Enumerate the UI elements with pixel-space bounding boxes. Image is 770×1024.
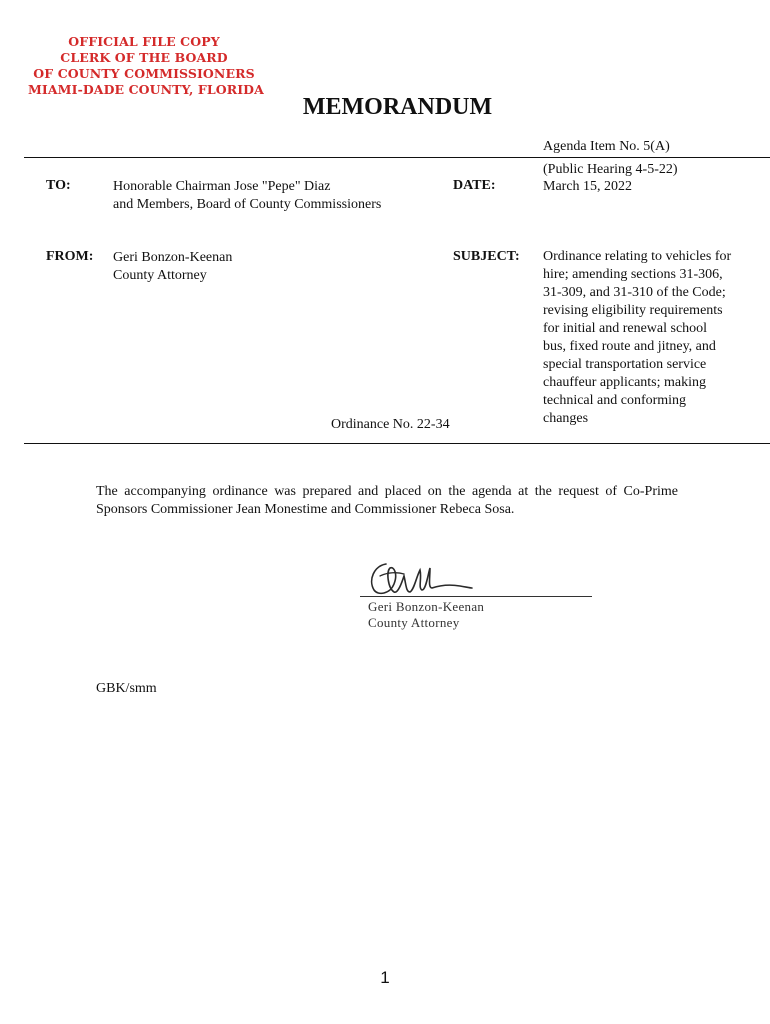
subject-label: SUBJECT: [453, 249, 520, 264]
agenda-item-number: Agenda Item No. 5(A) [543, 139, 670, 154]
subject-line: special transportation service [543, 357, 707, 372]
memo-title: MEMORANDUM [302, 94, 493, 120]
subject-line: chauffeur applicants; making [543, 375, 707, 390]
date-label: DATE: [453, 178, 496, 193]
page-number: 1 [380, 968, 390, 987]
stamp-line-2: CLERK OF THE BOARD [60, 50, 228, 65]
subject-line: bus, fixed route and jitney, and [543, 339, 716, 354]
subject-line: for initial and renewal school [543, 321, 708, 336]
signer-block [368, 599, 484, 631]
ordinance-number: Ordinance No. 22-34 [331, 417, 450, 432]
subject-line: 31-309, and 31-310 of the Code; [543, 285, 726, 300]
subject-line: Ordinance relating to vehicles for [543, 249, 732, 264]
stamp-line-3: OF COUNTY COMMISSIONERS [33, 66, 255, 81]
header-top-rule [24, 157, 770, 158]
date-value: March 15, 2022 [543, 179, 633, 194]
subject-line: technical and conforming [543, 393, 687, 408]
header-bottom-rule [24, 443, 770, 444]
from-line-1: Geri Bonzon-Keenan [113, 250, 233, 265]
typist-initials: GBK/smm [96, 681, 157, 696]
signature-line [360, 596, 592, 597]
public-hearing-date: (Public Hearing 4-5-22) [543, 162, 678, 177]
stamp-line-1: OFFICIAL FILE COPY [68, 34, 220, 49]
subject-text [543, 248, 758, 428]
memo-body: The accompanying ordinance was prepared and placed on the agenda at the request of Co-Prime Sponsors Commissioner Jean Monestime and Commissioner Rebeca Sosa. [96, 484, 678, 517]
signer-name: Geri Bonzon-Keenan [368, 599, 485, 614]
to-line-1: Honorable Chairman Jose "Pepe" Diaz [113, 179, 331, 194]
subject-line: revising eligibility requirements [543, 303, 723, 318]
stamp-line-4: MIAMI-DADE COUNTY, FLORIDA [28, 82, 264, 97]
from-line-2: County Attorney [113, 268, 207, 283]
from-label: FROM: [46, 249, 94, 264]
official-file-copy-stamp [28, 34, 264, 98]
subject-line: changes [543, 411, 589, 426]
to-label: TO: [46, 178, 71, 193]
signer-title: County Attorney [368, 615, 460, 630]
signature-image [364, 554, 474, 602]
subject-line: hire; amending sections 31-306, [543, 267, 723, 282]
to-line-2: and Members, Board of County Commissioners [113, 197, 382, 212]
